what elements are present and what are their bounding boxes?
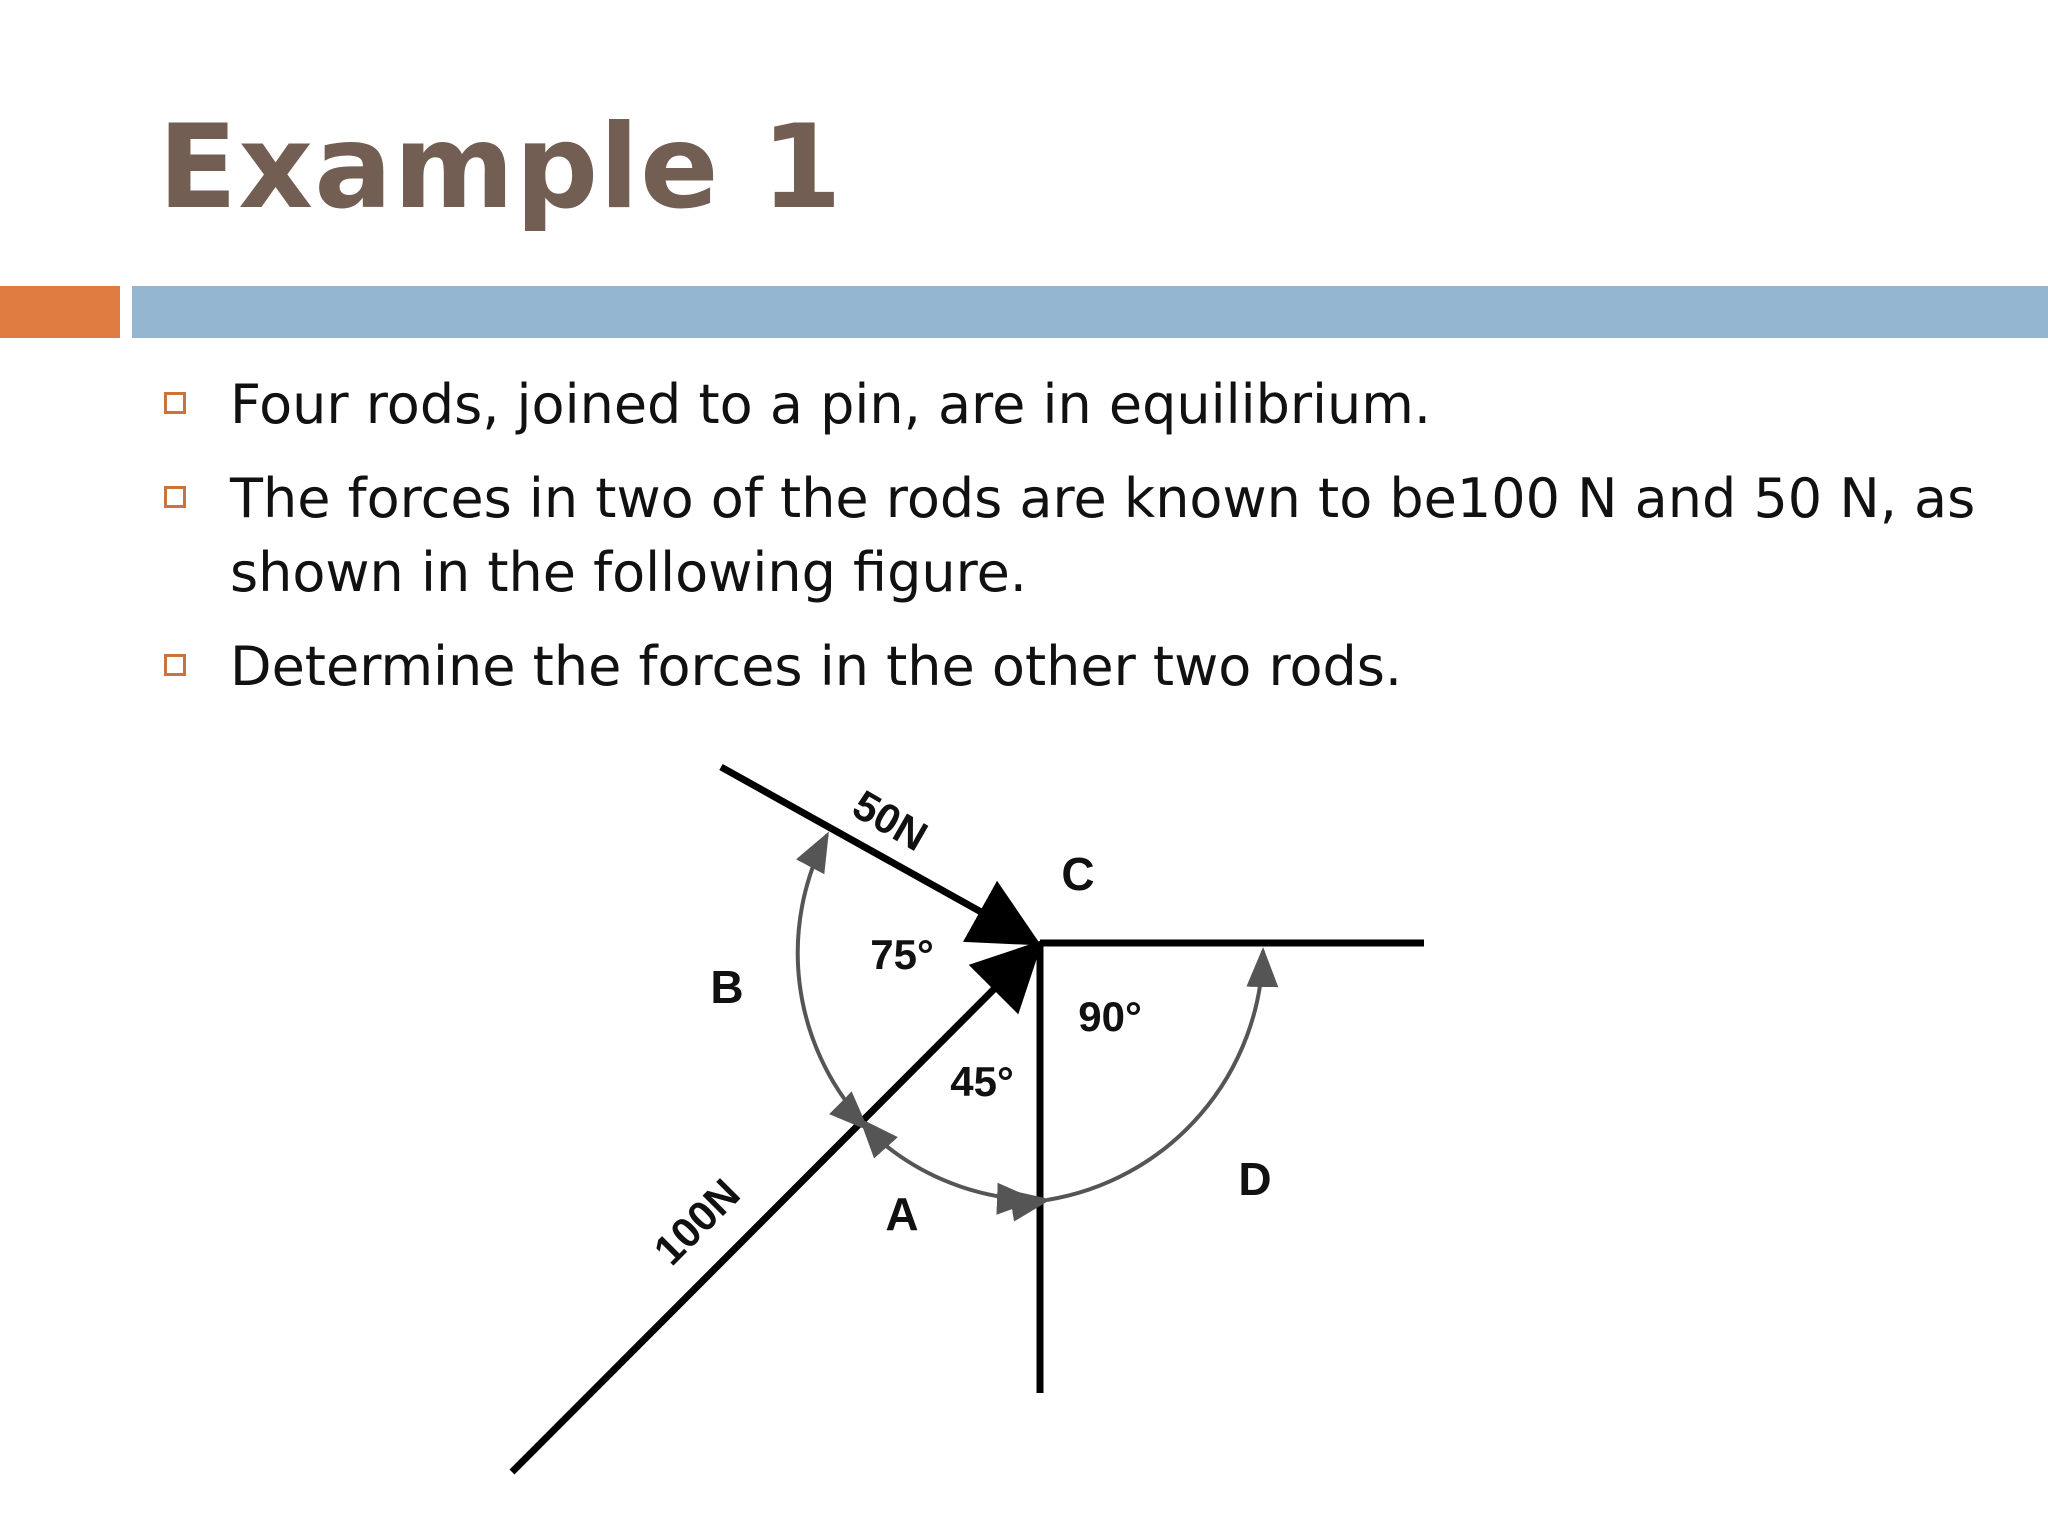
bullet-text: Four rods, joined to a pin, are in equilibrium. xyxy=(230,373,1432,436)
bullet-text: The forces in two of the rods are known to be100 N and 50 N, as shown in the following figure. xyxy=(230,467,1976,604)
region-label-a: A xyxy=(885,1188,919,1240)
angle-label-45: 45° xyxy=(950,1058,1014,1105)
angle-label-90: 90° xyxy=(1078,993,1142,1040)
angle-arc-75 xyxy=(798,835,862,1121)
region-label-b: B xyxy=(710,961,744,1013)
slide-title: Example 1 xyxy=(158,100,843,235)
bullet-text: Determine the forces in the other two rods. xyxy=(230,635,1403,698)
rod-100n xyxy=(512,945,1038,1472)
angle-arc-90 xyxy=(1047,951,1263,1200)
force-label-50n: 50N xyxy=(845,780,936,861)
force-label-100n: 100N xyxy=(644,1169,749,1274)
region-label-d: D xyxy=(1238,1153,1272,1205)
angle-label-75: 75° xyxy=(870,931,934,978)
point-label-c: C xyxy=(1061,848,1095,900)
